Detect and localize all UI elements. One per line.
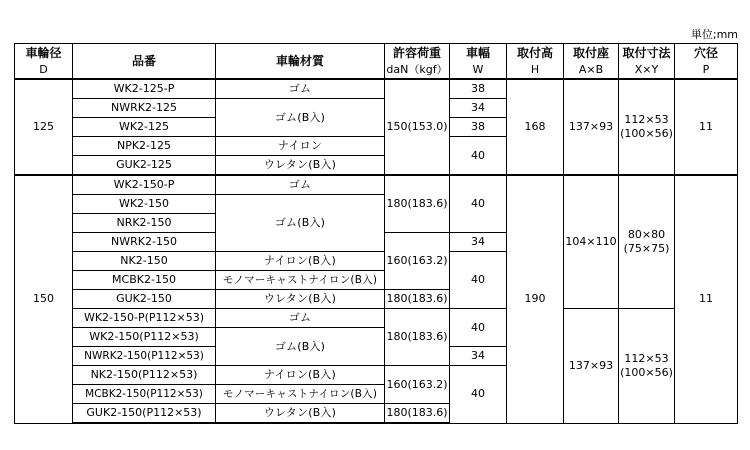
material-cell: モノマーキャストナイロン(B入) <box>216 385 385 404</box>
material-cell: モノマーキャストナイロン(B入) <box>216 271 385 290</box>
part-no-cell: NPK2-125 <box>73 137 216 156</box>
part-no-cell: WK2-150-P <box>73 175 216 195</box>
part-no-cell: MCBK2-150(P112×53) <box>73 385 216 404</box>
material-cell: ナイロン(B入) <box>216 366 385 385</box>
header-mount-height: 取付高 <box>507 44 564 62</box>
table-row <box>15 175 738 195</box>
table-row <box>15 79 738 99</box>
unit-label: 単位;mm <box>690 28 738 41</box>
mount-height-cell: 168 <box>507 79 564 175</box>
width-cell: 40 <box>450 309 507 347</box>
mount-plate-cell: 137×93 <box>564 79 619 175</box>
material-cell: ナイロン <box>216 137 385 156</box>
header-load: 許容荷重 <box>385 44 450 62</box>
width-cell: 40 <box>450 175 507 233</box>
part-no-cell: WK2-150-P(P112×53) <box>73 309 216 328</box>
part-no-cell: GUK2-150 <box>73 290 216 309</box>
material-cell: ウレタン(B入) <box>216 404 385 424</box>
mount-height-cell: 190 <box>507 175 564 423</box>
material-cell: ゴム(B入) <box>216 99 385 137</box>
header-mount-height-symbol: H <box>507 61 564 79</box>
part-no-cell: MCBK2-150 <box>73 271 216 290</box>
header-wheel-dia-symbol: D <box>15 61 73 79</box>
mount-dim-value: 80×80 <box>627 228 666 241</box>
width-cell: 34 <box>450 99 507 118</box>
material-cell: ゴム(B入) <box>216 328 385 366</box>
header-width-symbol: W <box>450 61 507 79</box>
material-cell: ウレタン(B入) <box>216 156 385 176</box>
width-cell: 40 <box>450 252 507 309</box>
part-no-cell: NK2-150(P112×53) <box>73 366 216 385</box>
material-cell: ゴム(B入) <box>216 195 385 252</box>
header-load-unit: daN（kgf） <box>385 61 450 79</box>
header-mount-plate: 取付座 <box>564 44 619 62</box>
header-row <box>15 44 738 62</box>
wheel-dia-cell: 125 <box>15 79 73 175</box>
header-part-no: 品番 <box>73 44 216 80</box>
header-hole: 穴径 <box>675 44 738 62</box>
header-material: 車輪材質 <box>216 44 385 80</box>
load-cell: 180(183.6) <box>385 290 450 309</box>
part-no-cell: NWRK2-150 <box>73 233 216 252</box>
width-cell: 38 <box>450 118 507 137</box>
part-no-cell: GUK2-125 <box>73 156 216 176</box>
mount-dim-alt-value: (100×56) <box>620 365 673 379</box>
caster-spec-table <box>14 43 738 424</box>
part-no-cell: WK2-125 <box>73 118 216 137</box>
load-cell: 150(153.0) <box>385 79 450 175</box>
header-mount-dim: 取付寸法 <box>619 44 675 62</box>
header-mount-plate-symbol: A×B <box>564 61 619 79</box>
width-cell: 34 <box>450 233 507 252</box>
part-no-cell: NRK2-150 <box>73 214 216 233</box>
hole-cell: 11 <box>675 175 738 423</box>
part-no-cell: WK2-150(P112×53) <box>73 328 216 347</box>
mount-dim-alt-value: (75×75) <box>623 242 670 255</box>
mount-dim-cell <box>619 175 675 309</box>
mount-dim-cell <box>619 79 675 175</box>
material-cell: ウレタン(B入) <box>216 290 385 309</box>
width-cell: 40 <box>450 366 507 424</box>
header-mount-dim-symbol: X×Y <box>619 61 675 79</box>
material-cell: ゴム <box>216 175 385 195</box>
part-no-cell: WK2-125-P <box>73 79 216 99</box>
part-no-cell: GUK2-150(P112×53) <box>73 404 216 424</box>
mount-plate-cell: 104×110 <box>564 175 619 309</box>
mount-dim-cell <box>619 309 675 424</box>
material-cell: ゴム <box>216 309 385 328</box>
part-no-cell: NWRK2-125 <box>73 99 216 118</box>
mount-dim-value: 112×53 <box>624 113 669 126</box>
hole-cell: 11 <box>675 79 738 175</box>
part-no-cell: WK2-150 <box>73 195 216 214</box>
load-cell: 180(183.6) <box>385 309 450 366</box>
wheel-dia-cell: 150 <box>15 175 73 423</box>
load-cell: 180(183.6) <box>385 404 450 424</box>
width-cell: 34 <box>450 347 507 366</box>
load-cell: 180(183.6) <box>385 175 450 233</box>
part-no-cell: NWRK2-150(P112×53) <box>73 347 216 366</box>
table-row <box>15 309 738 328</box>
load-cell: 160(163.2) <box>385 233 450 290</box>
mount-dim-value: 112×53 <box>624 351 669 365</box>
part-no-cell: NK2-150 <box>73 252 216 271</box>
header-wheel-dia: 車輪径 <box>15 44 73 62</box>
mount-plate-cell: 137×93 <box>564 309 619 424</box>
material-cell: ナイロン(B入) <box>216 252 385 271</box>
width-cell: 40 <box>450 137 507 176</box>
header-hole-symbol: P <box>675 61 738 79</box>
material-cell: ゴム <box>216 79 385 99</box>
header-width: 車幅 <box>450 44 507 62</box>
mount-dim-alt-value: (100×56) <box>620 127 673 140</box>
width-cell: 38 <box>450 79 507 99</box>
load-cell: 160(163.2) <box>385 366 450 404</box>
